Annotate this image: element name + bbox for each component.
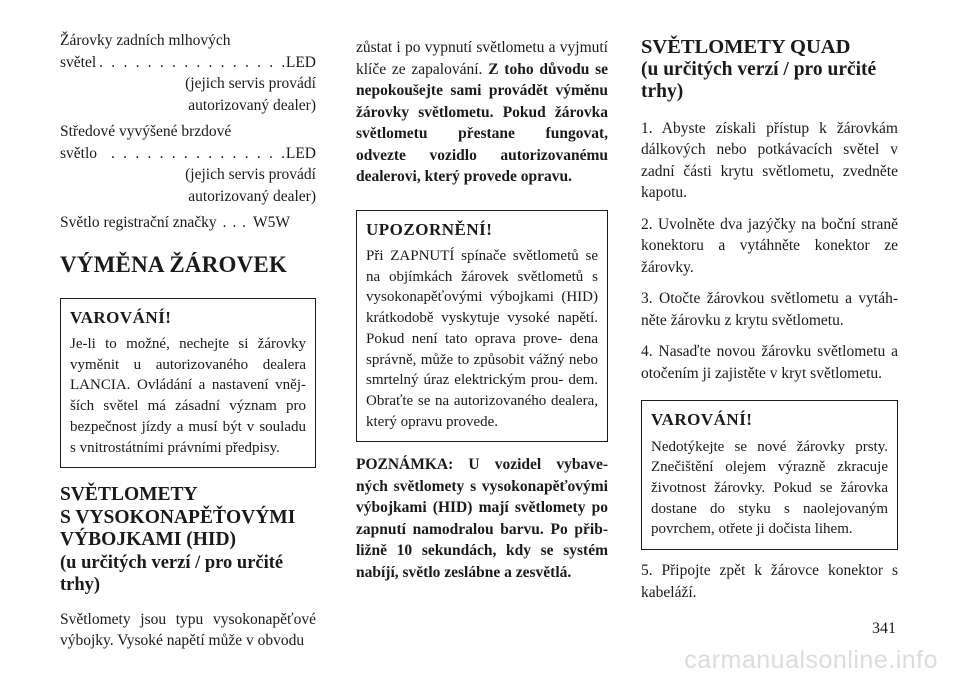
caution-box [356, 210, 608, 443]
quad-heading-line: SVĚTLOMETY QUAD [641, 36, 851, 58]
hid-heading-line: SVĚTLOMETY [60, 484, 198, 506]
warning-box [60, 298, 316, 469]
section-heading: VÝMĚNA ŽÁROVEK [60, 251, 288, 277]
dot-leader [96, 52, 286, 74]
continuation-plain: zůstat i po vypnutí světlometu a vyjmutí klíče ze zapalování. [356, 39, 608, 78]
step-4: 4. Nasaďte novou žárovku světlometu a otočením ji zajistěte v kryt světlometu. [641, 343, 898, 382]
step-5: 5. Připojte zpět k žárovce konektor s kabeláží. [641, 562, 898, 601]
spec-label: světel [60, 53, 97, 71]
spec-line [60, 212, 316, 234]
column-1 [60, 30, 316, 652]
caution-body: Při ZAPNUTÍ spínače světlometů se na objímkách žárovek světlometů s vysokonapěťovými výbojkami (HID) krátkodobě vyskytuje vysoké napětí. Pokud není tato oprava prove- dena správně, může to způsobit vážný nebo smrtelný úraz elektrickým prou- dem. Obraťte se na autorizovaného dealera, který opravu provede. [366, 248, 598, 430]
spec-fog-lights [60, 30, 316, 116]
spec-note: (jejich servis provádí [185, 75, 316, 92]
note-paragraph: POZNÁMKA: U vozidel vybave- ných světlomety s vysokonapěťovými výbojkami (HID) mají světlomety po zapnutí namodralou barvu. Po přib- ližně 10 sekundách, kdy se systém nabíjí, světlo zeslábne a zesvětlá. [356, 456, 608, 581]
warning-title: VAROVÁNÍ! [70, 307, 172, 327]
step-2: 2. Uvolněte dva jazýčky na boční straně konektoru a vytáhněte konektor ze žárovky. [641, 215, 898, 276]
hid-heading-line: S VYSOKONAPĚŤOVÝMI [60, 506, 296, 528]
hid-heading-line: VÝBOJKAMI (HID) [60, 529, 237, 551]
spec-brake-light [60, 121, 316, 207]
caution-title: UPOZORNĚNÍ! [366, 219, 493, 239]
hid-heading-line: (u určitých verzí / pro určité [60, 552, 284, 573]
hid-heading-line: trhy) [60, 575, 101, 596]
hid-intro-paragraph: Světlomety jsou typu vysokonapěťové výbojky. Vysoké napětí může v obvodu [60, 610, 316, 650]
spec-note: autorizovaný dealer) [188, 187, 316, 205]
hid-heading [60, 484, 316, 597]
spec-name: Žárovky zadních mlhových [60, 32, 231, 49]
quad-heading-line: trhy) [641, 81, 684, 102]
step-1: 1. Abyste získali přístup k žárovkám dálkových nebo potkávacích světel v zadní části krytu světlometu, zvedněte kapotu. [641, 119, 898, 201]
column-2 [356, 37, 608, 583]
continuation-paragraph [356, 37, 608, 188]
spec-note: autorizovaný dealer) [188, 96, 316, 114]
page-number: 341 [872, 620, 896, 637]
spec-value: LED [285, 53, 316, 71]
spec-note: (jejich servis provádí [185, 166, 316, 183]
warning-title: VAROVÁNÍ! [651, 410, 753, 429]
spec-label: Světlo registrační značky [60, 214, 217, 231]
spec-plate-light [60, 212, 316, 234]
spec-value: W5W [253, 214, 291, 231]
dot-leader [97, 143, 286, 165]
spec-label: světlo [60, 144, 98, 162]
quad-heading-line: (u určitých verzí / pro určité [641, 58, 877, 80]
spec-value: LED [285, 144, 316, 162]
watermark: carmanualsonline.info [684, 646, 938, 674]
warning-box [641, 400, 898, 550]
continuation-bold: Z toho důvodu se nepokoušejte sami provádět výměnu žárovky světlometu. Pokud žárovka světlometu přestane fungovat, odvezte vozidlo autorizovanému dealerovi, který provede opravu. [356, 60, 608, 185]
warning-body: Nedotýkejte se nové žárovky prsty. Znečištění olejem výrazně zkracuje životnost žárovky. Pokud se žárovka dostane do styku s naolejovaným povrchem, otřete ji dočista lihem. [651, 438, 888, 538]
column-3 [641, 36, 898, 603]
warning-body: Je-li to možné, nechejte si žárovky vyměnit u autorizovaného dealera LANCIA. Ovládání a nastavení vněj- ších světel má zásadní význam pro bezpečnost jízdy a musí být v souladu s vnitrostátními právními předpisy. [70, 336, 306, 456]
step-3: 3. Otočte žárovkou světlometu a vytáh- něte žárovku z krytu světlometu. [641, 290, 898, 329]
spec-name: Středové vyvýšené brzdové [60, 123, 232, 140]
spec-line [60, 143, 316, 165]
dot-leader: . . . [222, 214, 248, 231]
spec-line [60, 52, 316, 74]
